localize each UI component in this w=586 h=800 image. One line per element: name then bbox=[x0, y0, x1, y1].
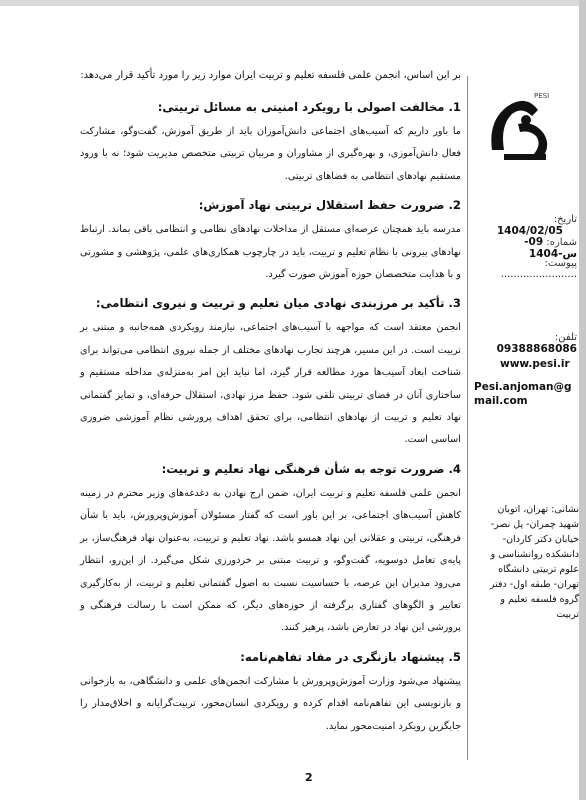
section-body: انجمن معتقد است که مواجهه با آسیب‌های اجتماعی، نیازمند رویکردی همه‌جانبه و مبتنی بر تربیت است. در این مسیر، هرچند تجارب نهادهای مختلف از جمله نیروی انتظامی می‌تواند برای شناخت ابعاد آسیب‌ها مورد مطالعه قرار گیرد، اما نباید این امر به‌منزله‌ی مداخله مستقیم و ساختاری آنان در فضای تربیتی تلقی شود. حفظ مرز نهادی، استقلال حرفه‌ای، و تمایز گفتمانی نهاد تعلیم و تربیت از نهادهای انتظامی، برای تحقق اهداف پرورشی نظام آموزشی ضروری اساسی است. bbox=[80, 322, 461, 446]
section-body: پیشنهاد می‌شود وزارت آموزش‌وپرورش با مشارکت انجمن‌های علمی و دانشگاهی، به بازخوانی و بازنویسی این تفاهم‌نامه اقدام کرده و رویکردی انسان‌محور، تربیت‌گرایانه و اخلاق‌مدار را جایگزین رویکرد امنیت‌محور نماید. bbox=[80, 675, 461, 732]
section-heading: 2. ضرورت حفظ استقلال تربیتی نهاد آموزش: bbox=[198, 198, 461, 213]
email-link[interactable]: Pesi.anjoman@gmail.com bbox=[474, 381, 572, 407]
date-value: 1404/02/05 bbox=[496, 225, 563, 237]
section-body: انجمن علمی فلسفه تعلیم و تربیت ایران، ضمن ارج نهادن به دغدغه‌های وزیر محترم در زمینه کاهش آسیب‌های اجتماعی، بر این باور است که گفتار مسئولان آموزش‌وپرورش، باید با شأن فرهنگی، تربیتی و عقلانی این نهاد همسو باشد. نهاد تعلیم و تربیت، به‌عنوان نهاد فرهنگ‌ساز، بر پایه‌ی تعامل دوسویه، گفت‌وگو، و تربیت مبتنی بر خردورزی شکل می‌گیرد. از این‌رو، انتظار می‌رود مدیران این عرصه، با حساسیت نسبت به اصول گفتمانی تعلیم و تربیت، از به‌کارگیری تعابیر و الگوهای گفتاری برگرفته از حوزه‌های دیگر، که ممکن است با رسالت فرهنگی و پرورشی این نهاد در تعارض باشد، پرهیز کنند. bbox=[80, 487, 461, 634]
section-heading: 5. پیشنهاد بازنگری در مفاد تفاهم‌نامه: bbox=[240, 649, 461, 664]
page-number: 2 bbox=[305, 771, 313, 784]
section-heading: 3. تأکید بر مرزبندی نهادی میان تعلیم و تربیت و نیروی انتظامی: bbox=[95, 296, 461, 311]
section-heading: 4. ضرورت توجه به شأن فرهنگی نهاد تعلیم و تربیت: bbox=[161, 461, 461, 476]
section-4 bbox=[80, 460, 461, 640]
phone-value: 09388868086 bbox=[496, 343, 577, 355]
website-link[interactable]: www.pesi.ir bbox=[500, 358, 570, 370]
pesi-logo-icon bbox=[474, 80, 572, 172]
document-page bbox=[22, 0, 579, 800]
attachment-row bbox=[477, 258, 577, 280]
number-value: 09-س-1404 bbox=[524, 236, 577, 260]
main-content bbox=[80, 68, 461, 746]
number-row bbox=[477, 236, 577, 260]
section-body: مدرسه باید همچنان عرصه‌ای مستقل از مداخلات نهادهای نظامی و انتظامی باقی بماند. ارتباط نهادهای بیرونی با نظام تعلیم و تربیت، باید در چارچوب همکاری‌های علمی، پژوهشی و مشورتی و با هدایت متخصصان حوزه آموزش صورت گیرد. bbox=[80, 224, 461, 281]
section-heading: 1. مخالفت اصولی با رویکرد امنیتی به مسائل تربیتی: bbox=[157, 100, 461, 114]
date-row bbox=[477, 214, 577, 237]
date-label: تاریخ: bbox=[553, 214, 577, 225]
scan-right-border bbox=[579, 0, 586, 800]
attachment-value: ........................ bbox=[500, 269, 577, 280]
attachment-label: پیوست: bbox=[544, 258, 577, 269]
section-5 bbox=[80, 648, 461, 738]
section-body: ما باور داریم که آسیب‌های اجتماعی دانش‌آموزان باید از طریق آموزش، گفت‌وگو، مشارکت فعال دانش‌آموزی، و بهره‌گیری از مشاوران و مربیان تربیتی متخصص مدیریت شود؛ نه با ورود مستقیم نهادهای انتظامی به فضاهای تربیتی. bbox=[80, 126, 461, 182]
section-1 bbox=[80, 98, 461, 188]
phone-row bbox=[477, 332, 577, 355]
phone-label: تلفن: bbox=[554, 332, 577, 343]
intro-paragraph: بر این اساس، انجمن علمی فلسفه تعلیم و تربیت ایران موارد زیر را مورد تأکید قرار می‌دهد: bbox=[80, 70, 461, 81]
logo-wordmark: PESI bbox=[534, 92, 550, 100]
section-2 bbox=[80, 196, 461, 286]
column-divider bbox=[467, 76, 468, 760]
address-block: نشانی: تهران، اتوبان شهید چمران- پل نصر- خیابان دکتر کاردان- دانشکده روانشناسی و علوم تربیتی دانشگاه تهران- طبقه اول- دفتر گروه فلسفه تعلیم و تربیت bbox=[489, 504, 579, 620]
section-3 bbox=[80, 294, 461, 451]
number-label: شماره: bbox=[546, 237, 577, 248]
